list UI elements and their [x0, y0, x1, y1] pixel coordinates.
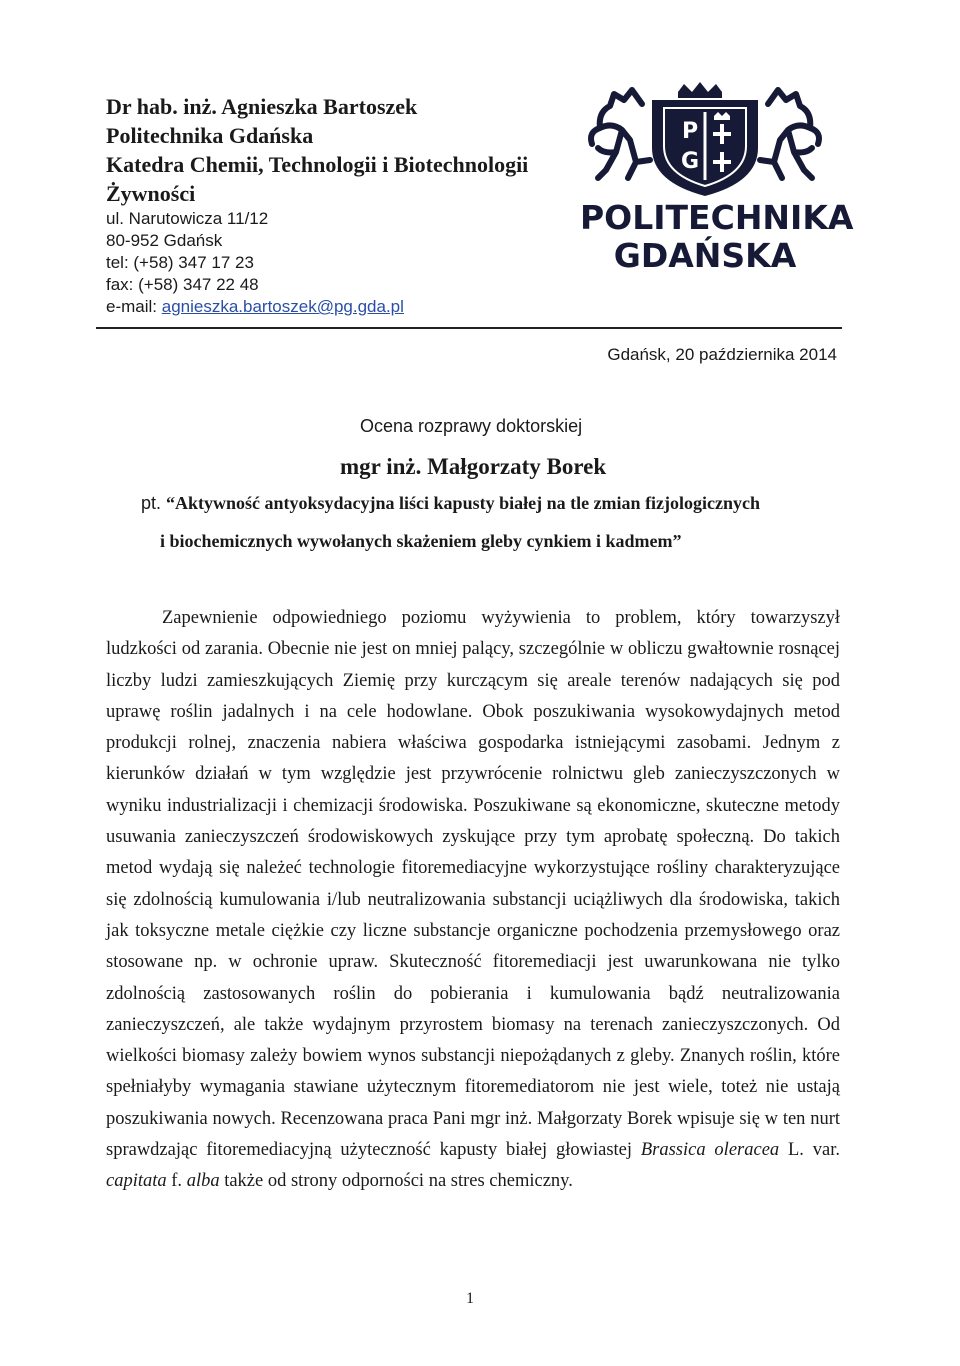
review-title: Ocena rozprawy doktorskiej — [360, 416, 583, 436]
body-text-f: f. — [166, 1171, 187, 1192]
thesis-prefix: pt. — [141, 493, 167, 513]
variety-name: capitata — [106, 1171, 167, 1192]
body-text-mid: L. var. — [779, 1140, 840, 1161]
sender-name: Dr hab. inż. Agnieszka Bartoszek — [106, 94, 418, 119]
badge-letter-p: P — [681, 119, 699, 144]
letter-date: Gdańsk, 20 października 2014 — [607, 345, 837, 364]
sender-street: ul. Narutowicza 11/12 — [106, 209, 269, 228]
sender-city: 80-952 Gdańsk — [106, 231, 223, 250]
body-text-main: Zapewnienie odpowiedniego poziomu wyżywienia to problem, który towarzyszył ludzkości od zarania. Obecnie nie jest on mniej palący, szczególnie w obliczu gwałtownie rosnącej liczby ludzi zamieszkujących Ziemię przy kurczącym się areale terenów nadających się pod uprawę roślin jadalnych i na cele hodowlane. Obok poszukiwania wysokowydajnych metod produkcji rolnej, znaczenia nabiera właściwa gospodarka istniejącymi zasobami. Jednym z kierunków działań w tym względzie jest przywrócenie rolnictwu gleb zanieczyszczonych w wyniku industrializacji i chemizacji środowiska. Poszukiwane są ekonomiczne, skuteczne metody usuwania zanieczyszczeń środowiskowych zyskujące przy tym aprobatę społeczną. Do takich metod wydają się należeć technologie fitoremediacyjne wykorzystujące rośliny charakteryzujące się zdolnością kumulowania i/lub neutralizowania substancji uciążliwych dla środowiska, takich jak toksyczne metale ciężkie czy liczne substancje organiczne pochodzenia przemysłowego oraz stosowane np. w ochronie upraw. Skuteczność fitoremediacji jest uwarunkowana nie tylko zdolnością zastosowanych roślin do pobierania i kumulowania bądź neutralizowania zanieczyszczeń, ale także wydajnym przyrostem biomasy na terenach zanieczyszczonych. Od wielkości biomasy zależy bowiem wynos substancji niepożądanych z gleby. Znanych roślin, które spełniałyby wymagania stawiane użytecznym fitoremediatorom nie jest wiele, toteż nie ustają poszukiwania nowych. Recenzowana praca Pani mgr inż. Małgorzaty Borek wpisuje się w ten nurt sprawdzając fitoremediacyjną użyteczność kapusty białej głowiastej — [106, 608, 840, 1161]
sender-email-row — [106, 296, 576, 318]
page-number: 1 — [466, 1290, 474, 1307]
university-logo — [580, 82, 854, 282]
sender-email-label: e-mail: — [106, 297, 162, 316]
sender-department: Katedra Chemii, Technologii i Biotechnologii — [106, 152, 529, 177]
sender-institution: Politechnika Gdańska — [106, 123, 314, 148]
sender-tel: tel: (+58) 347 17 23 — [106, 253, 254, 272]
header-divider — [96, 327, 842, 329]
logo-wordmark-line1: POLITECHNIKA — [580, 198, 854, 237]
thesis-title-text1: “Aktywność antyoksydacyjna liści kapusty białej na tle zmian fizjologicznych — [166, 493, 761, 513]
logo-wordmark-line2: GDAŃSKA — [613, 236, 797, 275]
thesis-title-line2: i biochemicznych wywołanych skażeniem gleby cynkiem i kadmem” — [160, 531, 682, 551]
body-text-end: także od strony odporności na stres chemiczny. — [219, 1171, 573, 1192]
sender-email-link[interactable]: agnieszka.bartoszek@pg.gda.pl — [161, 297, 404, 316]
crest-icon — [580, 82, 830, 198]
sender-block — [106, 92, 576, 318]
thesis-title-line1 — [141, 493, 760, 514]
form-name: alba — [186, 1171, 220, 1192]
candidate-name: mgr inż. Małgorzaty Borek — [340, 454, 607, 479]
badge-letter-g: G — [680, 149, 700, 174]
body-paragraph — [106, 603, 840, 1198]
sender-fax: fax: (+58) 347 22 48 — [106, 275, 259, 294]
species-name: Brassica oleracea — [640, 1140, 780, 1161]
sender-department-cont: Żywności — [106, 181, 196, 206]
